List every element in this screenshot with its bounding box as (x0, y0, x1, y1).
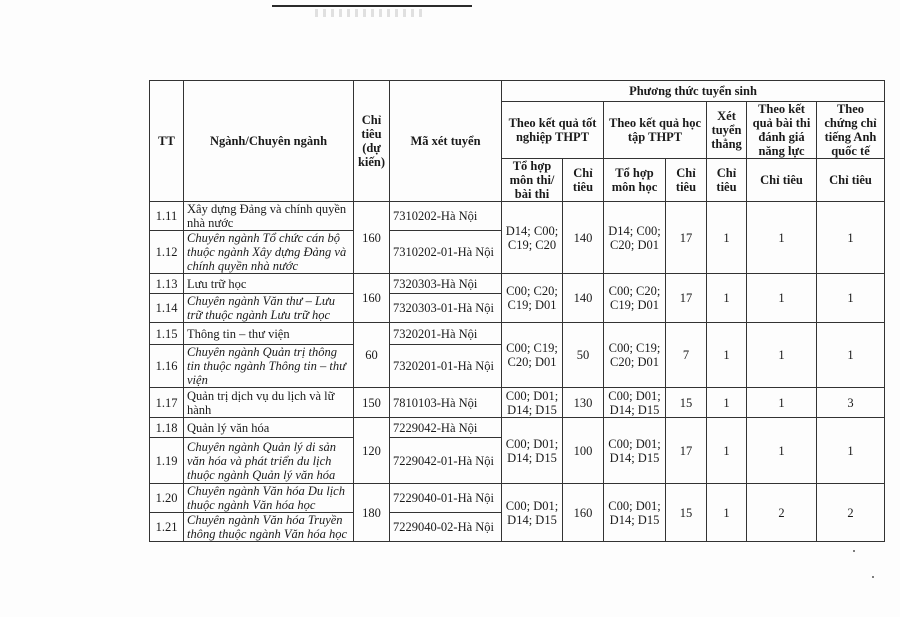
header-nganh: Ngành/Chuyên ngành (184, 81, 354, 202)
group-ct4: 1 (747, 274, 817, 323)
group-ct5: 3 (817, 388, 885, 418)
group-to-hop-thi: C00; C19; C20; D01 (502, 323, 563, 388)
group-ct3: 1 (707, 202, 747, 274)
group-ct1: 130 (563, 388, 604, 418)
header-chi-tieu: Chỉ tiêu (dự kiến) (354, 81, 390, 202)
scan-speck (872, 576, 874, 578)
header-method-nang-luc: Theo kết quả bài thi đánh giá năng lực (747, 102, 817, 159)
table-row (150, 418, 885, 438)
row-nganh: Chuyên ngành Văn hóa Du lịch thuộc ngành Văn hóa học (184, 484, 354, 513)
group-ct4: 1 (747, 202, 817, 274)
row-tt: 1.12 (150, 231, 184, 274)
subheader-chi-tieu-1: Chỉ tiêu (563, 159, 604, 202)
row-nganh: Quản lý văn hóa (184, 418, 354, 438)
subheader-chi-tieu-2: Chỉ tiêu (666, 159, 707, 202)
header-tt: TT (150, 81, 184, 202)
group-to-hop-hoc: C00; D01; D14; D15 (604, 418, 666, 484)
group-ct2: 15 (666, 388, 707, 418)
header-method-xet-thang: Xét tuyển thẳng (707, 102, 747, 159)
row-nganh: Chuyên ngành Tổ chức cán bộ thuộc ngành Xây dựng Đảng và chính quyền nhà nước (184, 231, 354, 274)
row-nganh: Chuyên ngành Quản trị thông tin thuộc ngành Thông tin – thư viện (184, 345, 354, 388)
group-ct2: 17 (666, 418, 707, 484)
subheader-chi-tieu-3: Chỉ tiêu (707, 159, 747, 202)
table-row (150, 323, 885, 345)
group-ct5: 1 (817, 418, 885, 484)
row-tt: 1.17 (150, 388, 184, 418)
group-chi-tieu: 160 (354, 274, 390, 323)
group-to-hop-thi: C00; D01; D14; D15 (502, 388, 563, 418)
row-ma: 7229040-02-Hà Nội (390, 513, 502, 542)
header-method-tot-nghiep: Theo kết quả tốt nghiệp THPT (502, 102, 604, 159)
row-nganh: Chuyên ngành Quản lý di sản văn hóa và phát triển du lịch thuộc ngành Quản lý văn hóa (184, 438, 354, 484)
group-ct3: 1 (707, 418, 747, 484)
group-ct5: 2 (817, 484, 885, 542)
row-tt: 1.13 (150, 274, 184, 294)
group-chi-tieu: 180 (354, 484, 390, 542)
group-ct4: 1 (747, 323, 817, 388)
group-ct5: 1 (817, 323, 885, 388)
row-nganh: Xây dựng Đảng và chính quyền nhà nước (184, 202, 354, 231)
group-ct2: 17 (666, 202, 707, 274)
row-ma: 7810103-Hà Nội (390, 388, 502, 418)
group-ct1: 140 (563, 274, 604, 323)
row-ma: 7229040-01-Hà Nội (390, 484, 502, 513)
group-ct1: 160 (563, 484, 604, 542)
row-ma: 7310202-01-Hà Nội (390, 231, 502, 274)
row-nganh: Lưu trữ học (184, 274, 354, 294)
row-tt: 1.15 (150, 323, 184, 345)
table-row (150, 388, 885, 418)
table-row (150, 274, 885, 294)
group-to-hop-hoc: C00; D01; D14; D15 (604, 388, 666, 418)
group-ct4: 1 (747, 418, 817, 484)
row-ma: 7229042-Hà Nội (390, 418, 502, 438)
row-ma: 7320201-Hà Nội (390, 323, 502, 345)
row-nganh: Thông tin – thư viện (184, 323, 354, 345)
row-ma: 7320303-01-Hà Nội (390, 294, 502, 323)
admissions-table (149, 80, 885, 542)
group-ct1: 50 (563, 323, 604, 388)
group-ct1: 140 (563, 202, 604, 274)
group-to-hop-thi: C00; D01; D14; D15 (502, 418, 563, 484)
group-chi-tieu: 150 (354, 388, 390, 418)
row-ma: 7320303-Hà Nội (390, 274, 502, 294)
table-row (150, 484, 885, 513)
group-ct3: 1 (707, 484, 747, 542)
row-ma: 7229042-01-Hà Nội (390, 438, 502, 484)
group-to-hop-thi: D14; C00; C19; C20 (502, 202, 563, 274)
row-tt: 1.18 (150, 418, 184, 438)
group-to-hop-hoc: C00; C20; C19; D01 (604, 274, 666, 323)
group-chi-tieu: 120 (354, 418, 390, 484)
header-method-hoc-tap: Theo kết quả học tập THPT (604, 102, 707, 159)
group-chi-tieu: 160 (354, 202, 390, 274)
row-nganh: Chuyên ngành Văn hóa Truyền thông thuộc ngành Văn hóa học (184, 513, 354, 542)
subheader-to-hop-hoc: Tổ hợp môn học (604, 159, 666, 202)
group-ct4: 2 (747, 484, 817, 542)
row-nganh: Quản trị dịch vụ du lịch và lữ hành (184, 388, 354, 418)
group-chi-tieu: 60 (354, 323, 390, 388)
group-ct2: 15 (666, 484, 707, 542)
group-to-hop-thi: C00; D01; D14; D15 (502, 484, 563, 542)
row-tt: 1.20 (150, 484, 184, 513)
group-to-hop-thi: C00; C20; C19; D01 (502, 274, 563, 323)
row-tt: 1.11 (150, 202, 184, 231)
group-ct5: 1 (817, 202, 885, 274)
row-tt: 1.21 (150, 513, 184, 542)
row-tt: 1.19 (150, 438, 184, 484)
header-ma-xet-tuyen: Mã xét tuyển (390, 81, 502, 202)
header-phuong-thuc: Phương thức tuyển sinh (502, 81, 885, 102)
row-ma: 7320201-01-Hà Nội (390, 345, 502, 388)
scan-smudge (315, 9, 425, 17)
group-ct5: 1 (817, 274, 885, 323)
group-to-hop-hoc: C00; D01; D14; D15 (604, 484, 666, 542)
row-tt: 1.14 (150, 294, 184, 323)
group-ct4: 1 (747, 388, 817, 418)
subheader-chi-tieu-4: Chỉ tiêu (747, 159, 817, 202)
scan-speck (853, 550, 855, 552)
row-nganh: Chuyên ngành Văn thư – Lưu trữ thuộc ngành Lưu trữ học (184, 294, 354, 323)
top-rule-line (272, 5, 472, 7)
group-ct3: 1 (707, 388, 747, 418)
group-to-hop-hoc: C00; C19; C20; D01 (604, 323, 666, 388)
header-method-tieng-anh: Theo chứng chỉ tiếng Anh quốc tế (817, 102, 885, 159)
group-ct1: 100 (563, 418, 604, 484)
subheader-to-hop-thi: Tổ hợp môn thi/ bài thi (502, 159, 563, 202)
group-to-hop-hoc: D14; C00; C20; D01 (604, 202, 666, 274)
table-row (150, 202, 885, 231)
row-ma: 7310202-Hà Nội (390, 202, 502, 231)
subheader-chi-tieu-5: Chỉ tiêu (817, 159, 885, 202)
group-ct3: 1 (707, 274, 747, 323)
row-tt: 1.16 (150, 345, 184, 388)
group-ct2: 17 (666, 274, 707, 323)
group-ct3: 1 (707, 323, 747, 388)
group-ct2: 7 (666, 323, 707, 388)
